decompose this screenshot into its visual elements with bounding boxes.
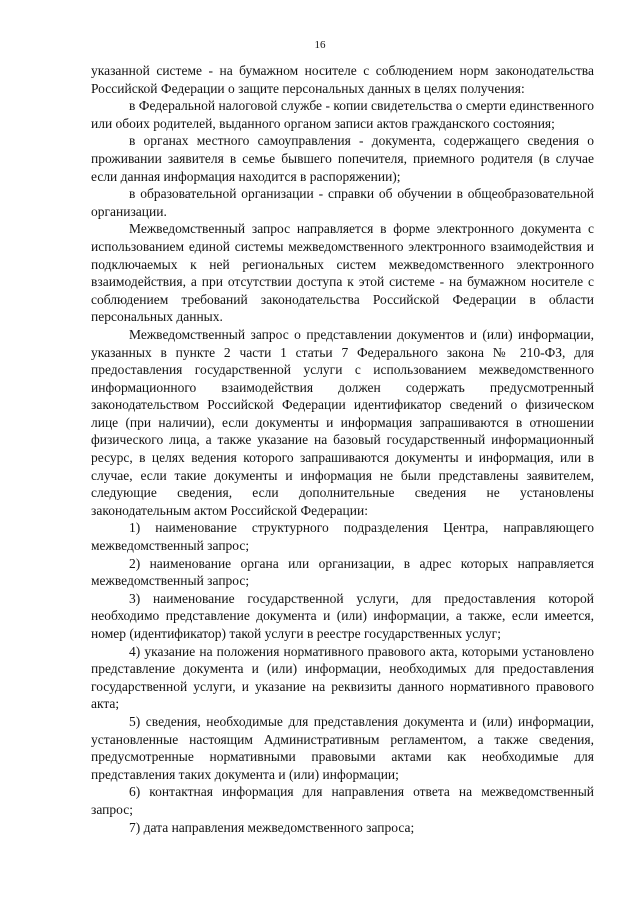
list-item-4: 4) указание на положения нормативного правового акта, которыми установлено представление документа и (или) информации, необходимых для предоставления государственной услуги, и указание на реквизиты данного нормативного правового акта; — [91, 643, 594, 712]
list-item-2: 2) наименование органа или организации, в адрес которых направляется межведомственный запрос; — [91, 555, 594, 589]
paragraph-educational-organization: в образовательной организации - справки об обучении в общеобразовательной организации. — [91, 186, 594, 219]
list-item-6: 6) контактная информация для направления ответа на межведомственный запрос; — [91, 784, 594, 817]
paragraph-local-government: в органах местного самоуправления - документа, содержащего сведения о проживании заявителя в семье бывшего попечителя, приемного родителя (в случае если данная информация находится в распоряжении); — [91, 133, 594, 184]
paragraph-request-contents: Межведомственный запрос о представлении документов и (или) информации, указанных в пункте 2 части 1 статьи 7 Федерального закона № 210-ФЗ, для предоставления государственной услуги с использованием межведомственного информационного взаимодействия должен содержать предусмотренный законодательством Российской Федерации идентификатор сведений о физическом лице (при наличии), если документы и информация запрашиваются в отношении физического лица, а также указание на базовый государственный информационный ресурс, в целях ведения которого запрашиваются документы и информация, или в случае, если такие документы и информация не были представлены заявителем, следующие сведения, если дополнительные сведения не установлены законодательным актом Российской Федерации: — [91, 326, 594, 518]
list-item-3: 3) наименование государственной услуги, для предоставления которой необходимо представление документа и (или) информации, а также, если имеется, номер (идентификатор) такой услуги в реестре государственных услуг; — [91, 590, 594, 641]
list-item-1: 1) наименование структурного подразделения Центра, направляющего межведомственный запрос; — [91, 520, 594, 554]
paragraph-tax-service: в Федеральной налоговой службе - копии свидетельства о смерти единственного или обоих родителей, выданного органом записи актов гражданского состояния; — [91, 98, 594, 131]
paragraph-electronic-request: Межведомственный запрос направляется в форме электронного документа с использованием единой системы межведомственного электронного взаимодействия и подключаемых к ней региональных систем межведомственного электронного взаимодействия, а при отсутствии доступа к этой системе - на бумажном носителе с соблюдением требований законодательства Российской Федерации в области персональных данных. — [91, 221, 594, 325]
paragraph-continuation: указанной системе - на бумажном носителе с соблюдением норм законодательства Российской Федерации о защите персональных данных в целях получения: — [91, 63, 594, 96]
page-number: 16 — [314, 39, 326, 51]
document-body — [91, 62, 594, 836]
list-item-5: 5) сведения, необходимые для представления документа и (или) информации, установленные настоящим Административным регламентом, а также сведения, предусмотренные нормативными правовыми актами как необходимые для представления таких документа и (или) информации; — [91, 713, 594, 782]
list-item-7: 7) дата направления межведомственного запроса; — [129, 819, 415, 835]
